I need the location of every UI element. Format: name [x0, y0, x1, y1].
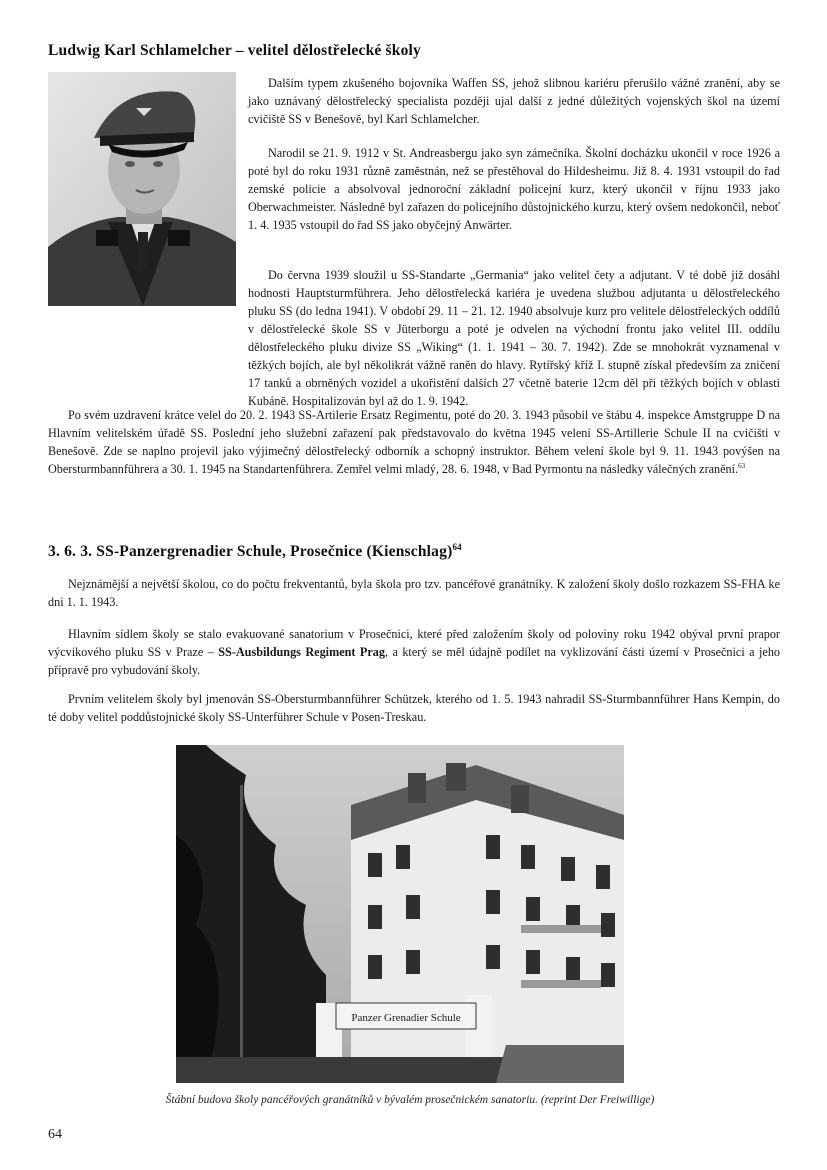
page-number: 64: [48, 1127, 62, 1142]
footnote-63: 63: [738, 461, 746, 470]
section-heading-text: 3. 6. 3. SS-Panzergrenadier Schule, Prosečnice (Kienschlag): [48, 543, 453, 560]
paragraph-bio-4-text: Po svém uzdravení krátce velel do 20. 2. 1943 SS-Artilerie Ersatz Regimentu, poté do 20. 3. 1943 působil ve štábu 4. inspekce Amstgruppe D na Hlavním velitelském úřadě SS. Poslední jeho služební zařazení pak představovalo do května 1945 velení SS-Artillerie Schule II na cvičišti v Benešově. Zde se naplno projevil jako výjimečný dělostřelecký odborník a schopný instruktor. Během velení škole byl 9. 11. 1943 povýšen na Obersturmbannführera a 30. 1. 1945 na Standartenführera. Zemřel velmi mladý, 28. 6. 1948, v Bad Pyrmontu na následky válečných zranění.: [48, 408, 780, 476]
footnote-64: 64: [452, 541, 462, 552]
photo-sign-text: Panzer Grenadier Schule: [351, 1012, 461, 1024]
paragraph-school-1: Nejznámější a největší školou, co do počtu frekventantů, byla škola pro tzv. pancéřové granátníky. K založení školy došlo rozkazem SS-FHA ke dni 1. 1. 1943.: [48, 577, 780, 609]
portrait-image: [48, 72, 236, 306]
paragraph-school-2-end: , a který se měl údajně podílet na vyklizování části území v Prosečnici a jeho přípravě pro vybudování školy.: [48, 645, 781, 677]
building-image: [176, 745, 624, 1083]
paragraph-bio-3-text: Do června 1939 sloužil u SS-Standarte „Germania“ jako velitel čety a adjutant. V té době již dosáhl hodnosti Hauptsturmführera. Jeho dělostřelecká kariéra je uvedena službou adjutanta u dělostřeleckého pluku SS (do ledna 1941). V období 29. 11 – 21. 12. 1940 absolvuje kurz pro velitele dělostřeleckých oddílů v dělostřelecké škole SS v Jüterborgu a poté je odvelen na východní frontu jako velitel III. oddílu dělostřeleckého pluku divize SS „Wiking“ (1. 1. 1941 – 30. 7. 1942). Zde se mnohokrát vyznamenal v těžkých bojích, ale byl několikrát vážně raněn do hlavy. Rytířský kříž I. stupně získal především za zničení 17 tanků a obrněných vozidel a ukořistění dalších 27 včetně baterie 12cm děl při těžkých bojích v oblasti Kubáně. Hospitalizován byl až do 1. 9. 1942.: [248, 268, 780, 408]
paragraph-school-2: [48, 625, 780, 679]
building-photo: [176, 745, 624, 1083]
paragraph-school-2-start: Hlavním sídlem školy se stalo evakuované sanatorium v Prosečnici, které před založením školy od poloviny roku 1942 obýval první prapor výcvikového pluku SS v Praze –: [48, 627, 780, 659]
paragraph-bio-4: [48, 406, 780, 478]
section-heading-schlamelcher: Ludwig Karl Schlamelcher – velitel dělostřelecké školy: [48, 42, 421, 59]
regiment-name: SS-Ausbildungs Regiment Prag: [218, 645, 385, 659]
paragraph-bio-2: Narodil se 21. 9. 1912 v St. Andreasbergu jako syn zámečníka. Školní docházku ukončil v roce 1926 a poté byl do roku 1931 různě zaměstnán, než se přestěhoval do Hildesheimu. Již 8. 4. 1931 vstoupil do řad zemské policie a absolvoval jednoroční základní policejní kurz, který ukončil v říjnu 1933 jako Oberwachmeister. Následně byl zařazen do policejního důstojnického kurzu, který ovšem nedokončil, neboť 1. 4. 1935 vstoupil do řad SS jako obyčejný Anwärter.: [248, 146, 780, 232]
portrait-photo: [48, 72, 236, 306]
paragraph-bio-1: Dalším typem zkušeného bojovníka Waffen SS, jehož slibnou kariéru přerušilo vážné zranění, aby se jako uznávaný dělostřelecký specialista později ujal další z jedné důležitých vojenských škol na území cvičiště SS v Benešově, byl Karl Schlamelcher.: [248, 76, 780, 126]
photo-caption: Štábní budova školy pancéřových granátníků v bývalém prosečnickém sanatoriu. (reprint Der Freiwillige): [165, 1094, 655, 1106]
paragraph-bio-3: [248, 266, 780, 410]
section-heading-panzergrenadier: [48, 543, 462, 561]
paragraph-school-3: Prvním velitelem školy byl jmenován SS-Obersturmbannführer Schützek, kterého od 1. 5. 1943 nahradil SS-Sturmbannführer Hans Kempin, do té doby velitel poddůstojnické školy SS-Unterführer Schule v Posen-Treskau.: [48, 692, 780, 724]
